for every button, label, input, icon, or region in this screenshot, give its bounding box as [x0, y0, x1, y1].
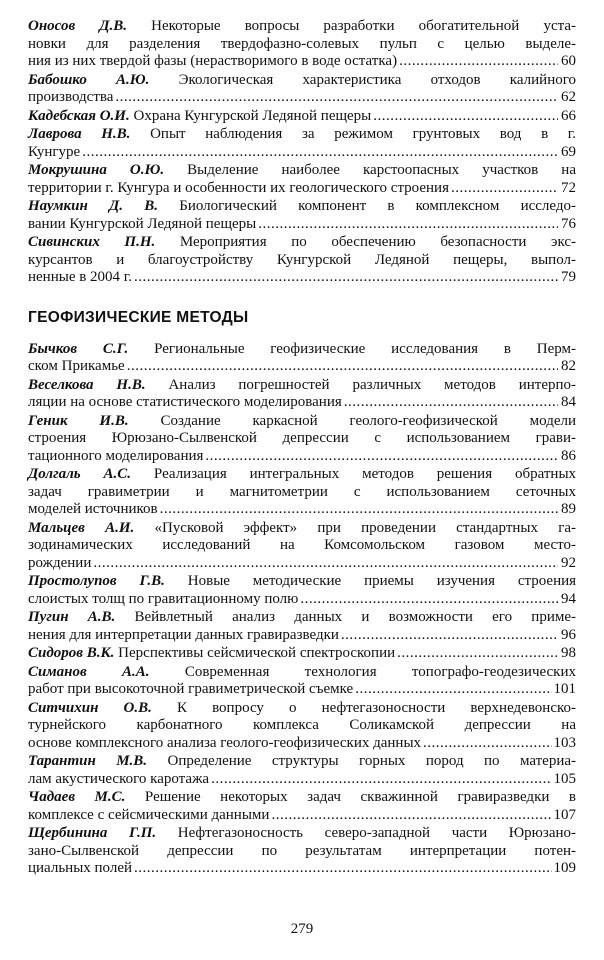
toc-entry — [28, 162, 576, 197]
toc-entry-line — [28, 555, 576, 573]
entry-title-line: ненные в 2004 г. — [28, 269, 133, 285]
toc-entry — [28, 413, 576, 466]
toc-entry — [28, 573, 576, 608]
entry-title-line: Выделение наиболее карстоопасных участков на — [187, 162, 576, 178]
leader-dots — [93, 555, 558, 573]
leader-dots — [258, 216, 558, 234]
entry-title-line: производства — [28, 89, 114, 105]
toc-entry — [28, 645, 576, 663]
entry-author: Тарантин М.В. — [28, 753, 148, 769]
entry-title-line: Нефтегазоносность северо-западной части Юрюзано- — [177, 825, 576, 841]
toc-entry-line — [28, 627, 576, 645]
entry-author: Простолупов Г.В. — [28, 573, 165, 589]
table-of-contents — [28, 18, 576, 879]
toc-entry — [28, 466, 576, 519]
leader-dots — [115, 89, 558, 107]
leader-dots — [397, 645, 558, 663]
entry-author: Чадаев М.С. — [28, 789, 126, 805]
entry-author: Веселкова Н.В. — [28, 376, 146, 393]
toc-entry-line — [28, 484, 576, 502]
entry-page: 89 — [561, 501, 576, 517]
leader-dots — [423, 735, 551, 753]
entry-page: 82 — [561, 358, 576, 374]
toc-entry-line — [28, 126, 576, 144]
toc-entry-line — [28, 537, 576, 555]
entry-title-line: лам акустического каротажа — [28, 770, 210, 787]
entry-title-line: основе комплексного анализа геолого-геофизических данных — [28, 734, 422, 751]
toc-entry — [28, 753, 576, 788]
leader-dots — [451, 180, 558, 198]
entry-page: 84 — [561, 394, 576, 410]
entry-author: Сивинских П.Н. — [28, 234, 156, 250]
toc-entry-line — [28, 860, 576, 878]
entry-title-line: вании Кунгурской Ледяной пещеры — [28, 215, 257, 232]
leader-dots — [271, 807, 551, 825]
toc-entry — [28, 377, 576, 412]
entry-title-line: зано-Сылвенской депрессии по результатам интерпретации потен- — [28, 842, 576, 859]
toc-entry-line — [28, 413, 576, 431]
toc-entry-line — [28, 520, 576, 538]
toc-entry — [28, 198, 576, 233]
toc-entry-line — [28, 180, 576, 198]
entry-title-line: работ при высокоточной гравиметрической съемке — [28, 681, 354, 697]
entry-title-line: моделей источников — [28, 501, 158, 517]
entry-title-line: Опыт наблюдения за режимом грунтовых вод в г. — [150, 126, 577, 142]
toc-entry-line — [28, 645, 576, 663]
toc-entry — [28, 609, 576, 644]
entry-title-line: территории г. Кунгура и особенности их геологического строения — [28, 179, 449, 196]
leader-dots — [127, 358, 558, 376]
toc-entry-line — [28, 664, 576, 682]
entry-title-line: новки для разделения твердофазно-солевых пульп с целью выделе- — [28, 35, 576, 52]
entry-author: Мокрушина О.Ю. — [28, 162, 165, 178]
entry-author: Лаврова Н.В. — [28, 126, 131, 142]
entry-title-line: рождении — [28, 554, 92, 571]
entry-title-line: циальных полей — [28, 860, 133, 876]
entry-title-line: комплексе с сейсмическими данными — [28, 806, 270, 823]
entry-title-line: Экологическая характеристика отходов калийного — [178, 71, 577, 88]
toc-entry — [28, 789, 576, 824]
toc-entry-line — [28, 108, 576, 126]
toc-entry — [28, 825, 576, 878]
toc-list-geophysics — [28, 341, 576, 878]
entry-title-line: Новые методические приемы изучения строения — [187, 573, 577, 589]
entry-page: 69 — [561, 143, 576, 160]
toc-entry — [28, 700, 576, 753]
entry-title-line: курсантов и благоустройству Кунгурской Ледяной пещеры, выпол- — [28, 251, 576, 268]
entry-author: Кадебская О.И. — [28, 107, 130, 124]
entry-page: 62 — [561, 89, 576, 105]
entry-title-line: ском Прикамье — [28, 358, 125, 374]
toc-entry-line — [28, 466, 576, 484]
entry-title-line: нения для интерпретации данных гравиразведки — [28, 626, 339, 643]
entry-author: Оносов Д.В. — [28, 18, 128, 34]
toc-entry-line — [28, 448, 576, 466]
leader-dots — [160, 501, 558, 519]
toc-entry-line — [28, 700, 576, 718]
leader-dots — [300, 591, 558, 609]
toc-entry-line — [28, 216, 576, 234]
toc-entry-line — [28, 717, 576, 735]
toc-entry — [28, 520, 576, 573]
toc-entry-line — [28, 89, 576, 107]
toc-entry-line — [28, 681, 576, 699]
toc-entry — [28, 234, 576, 287]
entry-title-line: турнейского карбонатного комплекса Соликамской депрессии на — [28, 717, 576, 733]
entry-title-line: ляции на основе статистического моделирования — [28, 394, 342, 410]
leader-dots — [344, 394, 558, 412]
entry-title-line: Кунгуре — [28, 143, 81, 160]
entry-author: Бабошко А.Ю. — [28, 71, 150, 88]
entry-title-line: Определение структуры горных пород по материа- — [167, 753, 576, 769]
entry-title-line: слоистых толщ по гравитационному полю — [28, 590, 299, 607]
toc-entry-line — [28, 609, 576, 627]
entry-page: 66 — [561, 107, 576, 124]
toc-entry-line — [28, 591, 576, 609]
leader-dots — [211, 771, 551, 789]
entry-author: Щербинина Г.П. — [28, 825, 157, 841]
toc-entry-line — [28, 789, 576, 807]
toc-entry-line — [28, 162, 576, 180]
entry-page: 92 — [561, 554, 576, 571]
entry-title-line: тационного моделирования — [28, 447, 204, 464]
toc-entry — [28, 108, 576, 126]
entry-title-line: Современная технология топографо-геодезических — [184, 663, 576, 680]
section-title: ГЕОФИЗИЧЕСКИЕ МЕТОДЫ — [28, 308, 249, 326]
entry-title: Перспективы сейсмической спектроскопии — [118, 645, 396, 661]
entry-author: Симанов А.А. — [28, 663, 150, 680]
toc-entry-line — [28, 753, 576, 771]
toc-entry-line — [28, 269, 576, 287]
entry-title: Охрана Кунгурской Ледяной пещеры — [133, 107, 372, 124]
toc-list-top — [28, 18, 576, 287]
entry-page: 101 — [553, 681, 576, 697]
entry-title-line: Региональные геофизические исследования в Перм- — [154, 340, 577, 357]
entry-title-line: ния из них твердой фазы (нерастворимого в воде остатка) — [28, 53, 398, 69]
entry-page: 98 — [561, 645, 576, 661]
toc-entry-line — [28, 573, 576, 591]
entry-page: 107 — [553, 806, 576, 823]
toc-entry-line — [28, 358, 576, 376]
entry-title-line: Биологический компонент в комплексном исследо- — [179, 198, 577, 214]
entry-title-line: Некоторые вопросы разработки обогатительной уста- — [151, 18, 576, 34]
toc-entry-line — [28, 501, 576, 519]
entry-author: Сидоров В.К. — [28, 645, 115, 661]
toc-entry-line — [28, 825, 576, 843]
entry-author: Бычков С.Г. — [28, 340, 129, 357]
toc-entry-line — [28, 72, 576, 90]
entry-author: Долгаль А.С. — [28, 466, 132, 482]
leader-dots — [355, 681, 551, 699]
toc-entry-line — [28, 18, 576, 36]
entry-page: 60 — [561, 53, 576, 69]
toc-entry-line — [28, 252, 576, 270]
toc-entry-line — [28, 807, 576, 825]
entry-page: 86 — [561, 447, 576, 464]
toc-entry-line — [28, 53, 576, 71]
leader-dots — [205, 448, 558, 466]
entry-title-line: «Пусковой эффект» при проведении стандартных га- — [154, 519, 576, 536]
leader-dots — [341, 627, 558, 645]
toc-entry-line — [28, 843, 576, 861]
entry-title-line: задач гравиметрии и магнитометрии с использованием сеточных — [28, 483, 576, 500]
toc-entry-line — [28, 377, 576, 395]
entry-author: Пугин А.В. — [28, 609, 116, 625]
entry-title-line: Вейвлетный анализ данных и возможности его приме- — [134, 609, 576, 625]
entry-title-line: Мероприятия по обеспечению безопасности экс- — [179, 234, 577, 250]
entry-title-line: Анализ погрешностей различных методов интерпо- — [168, 376, 576, 393]
entry-page: 96 — [561, 626, 576, 643]
toc-entry-line — [28, 430, 576, 448]
entry-page: 72 — [561, 179, 576, 196]
entry-title-line: зодинамических исследований на Комсомольском газовом место- — [28, 537, 576, 553]
leader-dots — [373, 108, 558, 126]
toc-entry-line — [28, 735, 576, 753]
entry-title-line: Решение некоторых задач скважинной гравиразведки в — [144, 789, 576, 805]
entry-author: Мальцев А.И. — [28, 519, 135, 536]
leader-dots — [134, 269, 558, 287]
entry-page: 105 — [553, 770, 576, 787]
entry-page: 103 — [553, 734, 576, 751]
toc-entry-line — [28, 234, 576, 252]
toc-entry — [28, 18, 576, 71]
leader-dots — [134, 860, 551, 878]
entry-page: 76 — [561, 215, 576, 232]
leader-dots — [82, 144, 558, 162]
entry-page: 109 — [553, 860, 576, 876]
toc-entry-line — [28, 341, 576, 359]
entry-author: Наумкин Д. В. — [28, 198, 158, 214]
entry-page: 79 — [561, 269, 576, 285]
toc-entry-line — [28, 144, 576, 162]
toc-entry — [28, 126, 576, 161]
toc-entry — [28, 72, 576, 107]
entry-title-line: Реализация интегральных методов решения обратных — [153, 466, 577, 482]
toc-entry-line — [28, 36, 576, 54]
toc-entry-line — [28, 771, 576, 789]
toc-entry-line — [28, 198, 576, 216]
entry-page: 94 — [561, 590, 576, 607]
toc-entry — [28, 341, 576, 376]
leader-dots — [399, 53, 558, 71]
toc-entry-line — [28, 394, 576, 412]
entry-title-line: К вопросу о нефтегазоносности верхнедевонско- — [176, 699, 577, 716]
page-number: 279 — [290, 921, 314, 937]
toc-entry — [28, 664, 576, 699]
entry-author: Геник И.В. — [28, 412, 129, 429]
entry-title-line: Создание каркасной геолого-геофизической модели — [160, 412, 577, 429]
entry-title-line: строения Юрюзано-Сылвенской депрессии с использованием грави- — [28, 430, 576, 446]
entry-author: Ситчихин О.В. — [28, 699, 152, 716]
